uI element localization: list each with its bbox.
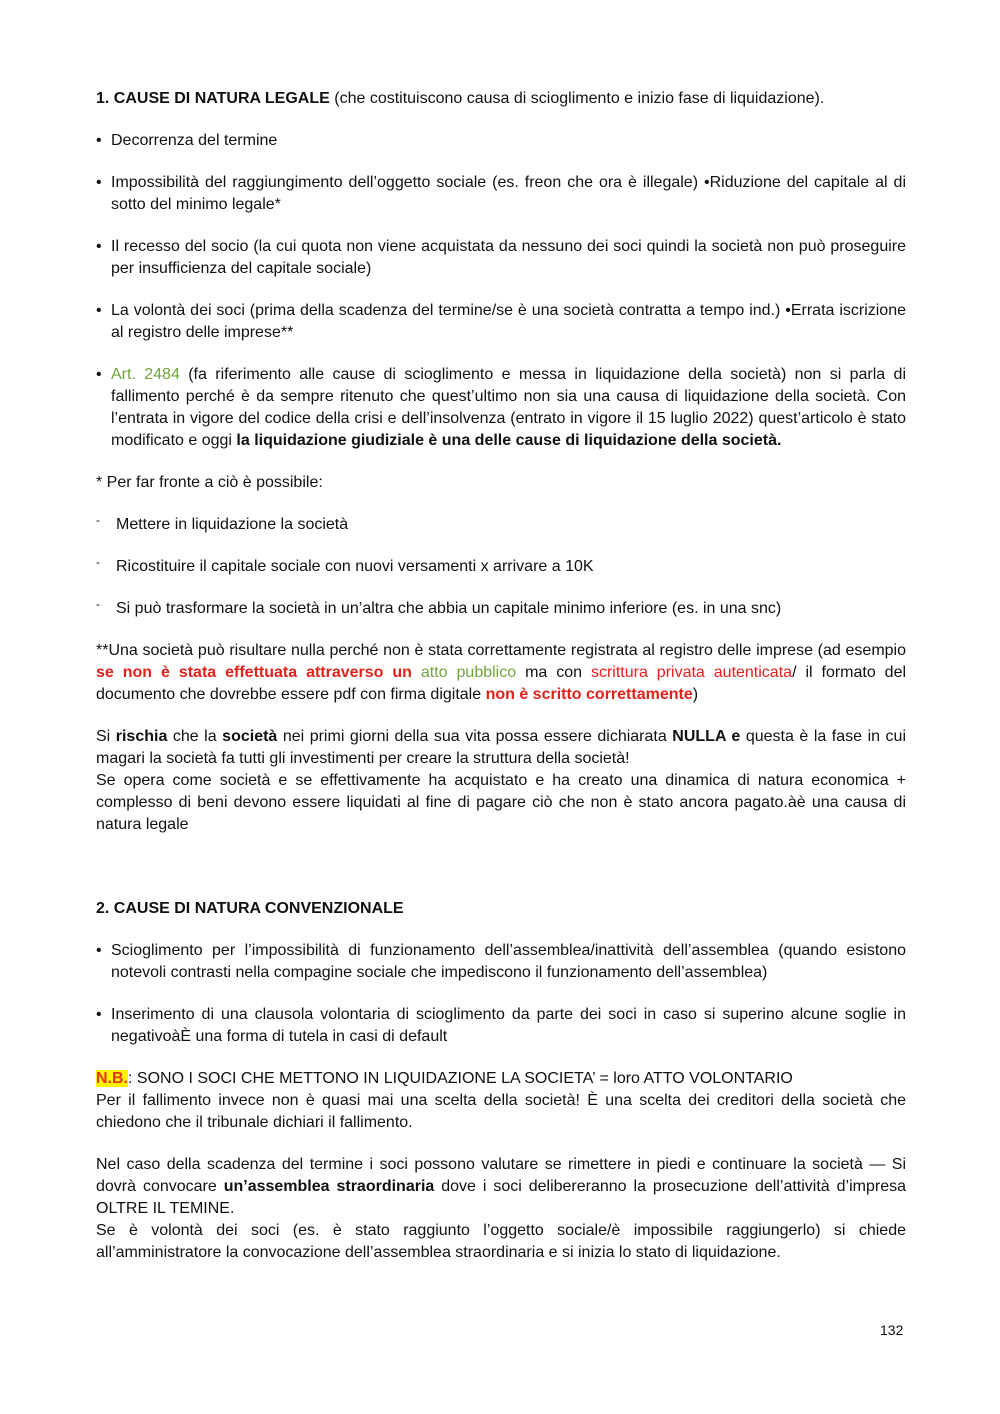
text-run: / il formato del documento che dovrebbe essere pdf con firma digitale bbox=[96, 664, 907, 703]
list-item bbox=[96, 940, 906, 984]
text-run: nei primi giorni della sua vita possa essere dichiarata bbox=[277, 728, 673, 745]
bullet-text: Inserimento di una clausola volontaria di scioglimento da parte dei soci in caso si superino alcune soglie in negativoàÈ una forma di tutela in casi di default bbox=[111, 1006, 906, 1045]
text-run: questa è la fase in cui magari la società fa tutti gli investimenti per creare la struttura della società! bbox=[96, 728, 906, 767]
dash-text: Ricostituire il capitale sociale con nuovi versamenti x arrivare a 10K bbox=[116, 558, 594, 575]
bullet-text: Il recesso del socio (la cui quota non viene acquistata da nessuno dei soci quindi la società non può proseguire per insufficienza del capitale sociale) bbox=[111, 238, 906, 277]
bullet-text: Scioglimento per l’impossibilità di funzionamento dell’assemblea/inattività dell’assemblea (quando esistono notevoli contrasti nella compagine sociale che impediscono il funzionamento dell’assemblea) bbox=[111, 942, 906, 981]
will-paragraph: Se è volontà dei soci (es. è stato raggiunto l’oggetto sociale/è impossibile raggiungerlo) si chiede all’amministratore la convocazione dell’assemblea straordinaria e si inizia lo stato di liquidazione. bbox=[96, 1222, 906, 1261]
list-item bbox=[96, 236, 906, 280]
text-run bbox=[412, 664, 421, 681]
list-item bbox=[96, 300, 906, 344]
dash-item bbox=[96, 598, 906, 620]
bullet-text: La volontà dei soci (prima della scadenza del termine/se è una società contratta a tempo ind.) •Errata iscrizione al registro delle imprese** bbox=[111, 302, 906, 341]
bullet-text bbox=[111, 364, 906, 452]
bold-term: società bbox=[222, 728, 278, 745]
operate-paragraph: Se opera come società e se effettivamente ha acquistato e ha creato una dinamica di natura economica + complesso di beni devono essere liquidati al fine di pagare ciò che non è stato ancora pagato.àè una causa di natura legale bbox=[96, 772, 906, 833]
red-emphasis: non è scritto correttamente bbox=[485, 686, 693, 703]
section1-heading-line bbox=[96, 88, 906, 110]
bullet-icon: • bbox=[96, 174, 102, 191]
nb-text: : SONO I SOCI CHE METTONO IN LIQUIDAZIONE LA SOCIETA’ = loro ATTO VOLONTARIO bbox=[128, 1070, 793, 1087]
dash-text: Mettere in liquidazione la società bbox=[116, 516, 349, 533]
double-star-paragraph bbox=[96, 640, 906, 706]
section2-heading-line bbox=[96, 898, 906, 920]
term-paragraph bbox=[96, 1154, 906, 1220]
dash-item bbox=[96, 556, 906, 578]
bold-term: NULLA e bbox=[672, 728, 741, 745]
dash-text: Si può trasformare la società in un’altra che abbia un capitale minimo inferiore (es. in una snc) bbox=[116, 600, 782, 617]
risk-paragraph bbox=[96, 726, 906, 770]
red-emphasis: se non è stata effettuata attraverso un bbox=[96, 664, 412, 681]
star-note: * Per far fronte a ciò è possibile: bbox=[96, 474, 323, 491]
dash-icon: - bbox=[96, 513, 100, 527]
dash-item bbox=[96, 514, 906, 536]
text-run: dove i soci delibereranno la prosecuzione dell’attività d’impresa OLTRE IL TEMINE. bbox=[96, 1178, 906, 1217]
bullet-emphasis: la liquidazione giudiziale è una delle cause di liquidazione della società. bbox=[236, 432, 782, 449]
list-item bbox=[96, 130, 906, 152]
section2-heading: 2. CAUSE DI NATURA CONVENZIONALE bbox=[96, 900, 404, 917]
text-run: che la bbox=[167, 728, 223, 745]
list-item bbox=[96, 172, 906, 216]
bold-term: rischia bbox=[115, 728, 168, 745]
dash-icon: - bbox=[96, 597, 100, 611]
section1-heading: 1. CAUSE DI NATURA LEGALE bbox=[96, 90, 330, 107]
red-term: scrittura privata autenticata bbox=[590, 664, 793, 681]
bullet-text: Impossibilità del raggiungimento dell’oggetto sociale (es. freon che ora è illegale) •Riduzione del capitale al di sotto del minimo legale* bbox=[111, 174, 906, 213]
section1-heading-note: (che costituiscono causa di scioglimento e inizio fase di liquidazione). bbox=[329, 90, 825, 107]
bullet-body: (fa riferimento alle cause di scioglimento e messa in liquidazione della società) non si parla di fallimento perché è da sempre ritenuto che quest’ultimo non sia una causa di liquidazione della società. Con l’entrata in vigore del codice della crisi e dell’insolvenza (entrato in vigore il 15 luglio 2022) quest’articolo è stato modificato e oggi bbox=[111, 366, 907, 449]
bullet-icon: • bbox=[96, 238, 102, 255]
bold-term: un’assemblea straordinaria bbox=[223, 1178, 435, 1195]
dash-icon: - bbox=[96, 555, 100, 569]
bullet-icon: • bbox=[96, 302, 102, 319]
nb-highlight: N.B. bbox=[96, 1070, 128, 1087]
text-run: **Una società può risultare nulla perché non è stata correttamente registrata al registro delle imprese (ad esempio bbox=[96, 642, 906, 659]
text-run: ) bbox=[692, 686, 699, 703]
list-item bbox=[96, 1004, 906, 1048]
bullet-text: Decorrenza del termine bbox=[111, 132, 278, 149]
list-item bbox=[96, 364, 906, 452]
green-term: atto pubblico bbox=[420, 664, 517, 681]
bullet-icon: • bbox=[96, 942, 102, 959]
page-number: 132 bbox=[880, 1322, 904, 1338]
text-run: ma con bbox=[516, 664, 591, 681]
nb-follow-paragraph: Per il fallimento invece non è quasi mai una scelta della società! È una scelta dei creditori della società che chiedono che il tribunale dichiari il fallimento. bbox=[96, 1092, 906, 1131]
article-link[interactable]: Art. 2484 bbox=[111, 366, 180, 383]
bullet-icon: • bbox=[96, 132, 102, 149]
text-run: Si bbox=[96, 728, 116, 745]
bullet-icon: • bbox=[96, 366, 102, 383]
bullet-icon: • bbox=[96, 1006, 102, 1023]
text-run: Nel caso della scadenza del termine i soci possono valutare se rimettere in piedi e continuare la società — Si dovrà convocare bbox=[96, 1156, 906, 1195]
nb-line bbox=[96, 1068, 906, 1090]
document-page bbox=[96, 88, 906, 1264]
